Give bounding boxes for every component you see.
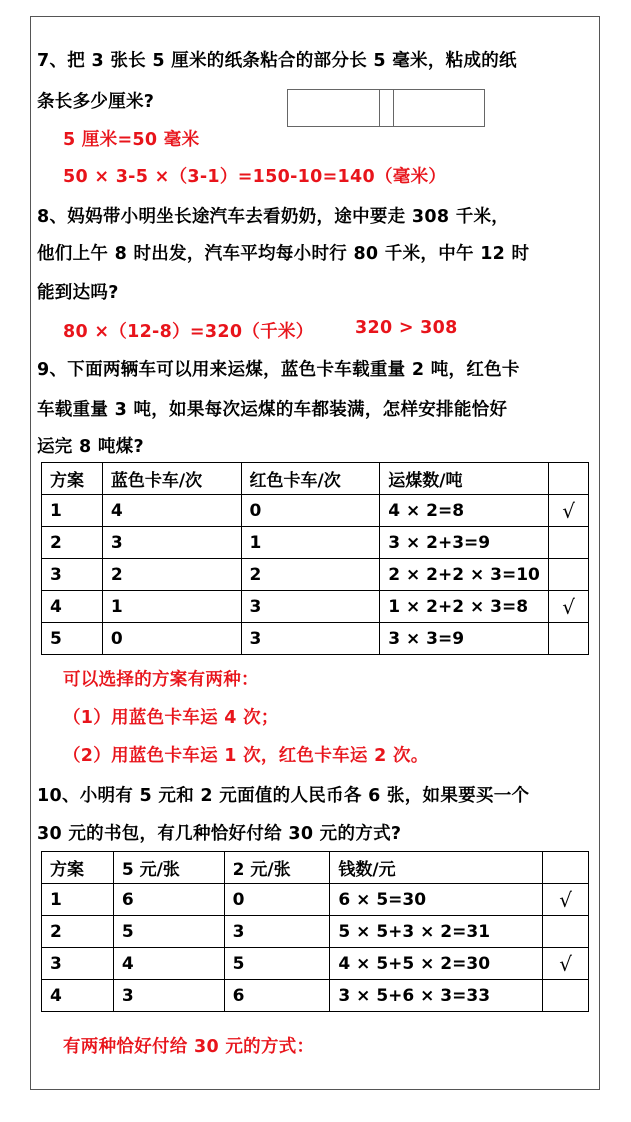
table-header-cell: 方案	[42, 852, 114, 884]
table-cell: 5 × 5+3 × 2=31	[330, 916, 543, 948]
table-row	[42, 527, 589, 559]
q8-line-2: 他们上午 8 时出发，汽车平均每小时行 80 千米，中午 12 时	[37, 244, 530, 264]
table-cell: 0	[224, 884, 330, 916]
table-row	[42, 884, 589, 916]
table-cell: 3	[113, 980, 224, 1012]
table-header-row	[42, 463, 589, 495]
table-header-cell: 运煤数/吨	[380, 463, 549, 495]
table-cell: 4	[102, 495, 241, 527]
check-mark	[543, 916, 589, 948]
table-cell: 0	[102, 623, 241, 655]
table-cell: 5	[224, 948, 330, 980]
table-cell: 3 × 5+6 × 3=33	[330, 980, 543, 1012]
q7-line-2: 条长多少厘米?	[37, 92, 155, 112]
q7-answer-1: 5 厘米=50 毫米	[63, 130, 200, 150]
table-header-row	[42, 852, 589, 884]
q8-answer-1: 80 ×（12-8）=320（千米）	[63, 322, 314, 342]
table-cell: 2	[42, 527, 103, 559]
q9-line-2: 车载重量 3 吨，如果每次运煤的车都装满，怎样安排能恰好	[37, 400, 508, 420]
table-row	[42, 916, 589, 948]
table-cell: 2	[102, 559, 241, 591]
table-cell: 4	[42, 591, 103, 623]
q10-table	[41, 851, 589, 1012]
table-cell: 6	[224, 980, 330, 1012]
table-row	[42, 980, 589, 1012]
table-cell: 1	[42, 884, 114, 916]
q8-line-3: 能到达吗?	[37, 283, 119, 303]
table-cell: 3	[241, 591, 380, 623]
table-cell: 6	[113, 884, 224, 916]
table-cell: 1 × 2+2 × 3=8	[380, 591, 549, 623]
table-cell: 5	[42, 623, 103, 655]
table-header-cell: 蓝色卡车/次	[102, 463, 241, 495]
check-mark	[543, 980, 589, 1012]
q9-table	[41, 462, 589, 655]
table-row	[42, 559, 589, 591]
table-header-cell	[549, 463, 589, 495]
q9-answer-3: （2）用蓝色卡车运 1 次，红色卡车运 2 次。	[63, 746, 429, 766]
strip-overlap-left	[379, 90, 380, 126]
check-mark	[549, 623, 589, 655]
table-cell: 3	[42, 948, 114, 980]
check-mark: √	[549, 591, 589, 623]
table-header-cell: 2 元/张	[224, 852, 330, 884]
table-cell: 3	[224, 916, 330, 948]
q10-line-1: 10、小明有 5 元和 2 元面值的人民币各 6 张，如果要买一个	[37, 786, 530, 806]
check-mark	[549, 527, 589, 559]
table-cell: 3	[241, 623, 380, 655]
table-cell: 3 × 2+3=9	[380, 527, 549, 559]
table-cell: 2	[241, 559, 380, 591]
table-cell: 0	[241, 495, 380, 527]
table-header-cell: 5 元/张	[113, 852, 224, 884]
table-cell: 4 × 2=8	[380, 495, 549, 527]
q10-answer-1: 有两种恰好付给 30 元的方式：	[63, 1037, 315, 1057]
table-cell: 4	[113, 948, 224, 980]
table-header-cell: 方案	[42, 463, 103, 495]
table-cell: 2	[42, 916, 114, 948]
table-cell: 1	[102, 591, 241, 623]
table-cell: 3	[102, 527, 241, 559]
q7-answer-2: 50 × 3-5 ×（3-1）=150-10=140（毫米）	[63, 167, 447, 187]
check-mark	[549, 559, 589, 591]
table-row	[42, 591, 589, 623]
table-header-cell: 钱数/元	[330, 852, 543, 884]
table-cell: 2 × 2+2 × 3=10	[380, 559, 549, 591]
check-mark: √	[543, 884, 589, 916]
strip-overlap-right	[393, 90, 394, 126]
q9-line-3: 运完 8 吨煤?	[37, 437, 144, 457]
q8-answer-2: 320 > 308	[355, 318, 458, 338]
table-cell: 3	[42, 559, 103, 591]
check-mark: √	[549, 495, 589, 527]
q8-line-1: 8、妈妈带小明坐长途汽车去看奶奶，途中要走 308 千米，	[37, 207, 510, 227]
table-cell: 3 × 3=9	[380, 623, 549, 655]
table-row	[42, 623, 589, 655]
table-header-cell	[543, 852, 589, 884]
table-row	[42, 948, 589, 980]
table-row	[42, 495, 589, 527]
table-header-cell: 红色卡车/次	[241, 463, 380, 495]
table-cell: 6 × 5=30	[330, 884, 543, 916]
paper-strip-diagram	[287, 89, 485, 127]
table-cell: 5	[113, 916, 224, 948]
q9-line-1: 9、下面两辆车可以用来运煤，蓝色卡车载重量 2 吨，红色卡	[37, 360, 520, 380]
table-cell: 4	[42, 980, 114, 1012]
q7-line-1: 7、把 3 张长 5 厘米的纸条粘合的部分长 5 毫米，粘成的纸	[37, 51, 517, 71]
table-cell: 1	[241, 527, 380, 559]
table-cell: 4 × 5+5 × 2=30	[330, 948, 543, 980]
q10-line-2: 30 元的书包，有几种恰好付给 30 元的方式?	[37, 824, 402, 844]
q9-answer-2: （1）用蓝色卡车运 4 次；	[63, 708, 279, 728]
table-cell: 1	[42, 495, 103, 527]
q9-answer-1: 可以选择的方案有两种：	[63, 670, 259, 690]
check-mark: √	[543, 948, 589, 980]
